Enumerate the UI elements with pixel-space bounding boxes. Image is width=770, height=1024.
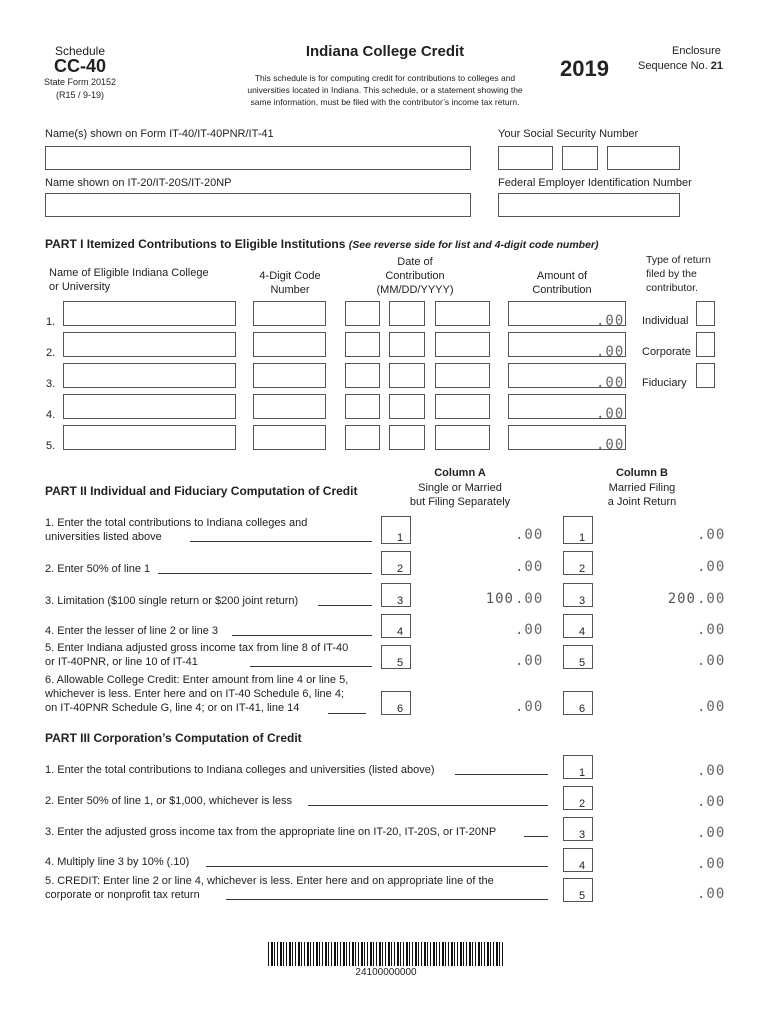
state-form: State Form 20152 (43, 77, 117, 87)
type-checkbox-fiduciary[interactable] (696, 363, 715, 388)
corp-name-label: Name shown on IT-20/IT-20S/IT-20NP (45, 177, 232, 189)
leader-line (455, 774, 548, 775)
colB-amount-input[interactable] (592, 691, 707, 715)
ssn-label: Your Social Security Number (498, 128, 639, 140)
col-code-header: 4-Digit Code Number (259, 270, 321, 296)
row-number: 4. (46, 409, 56, 421)
cents-label: .00 (596, 437, 625, 453)
colB-cents: .00 (697, 699, 726, 715)
code-input[interactable] (253, 332, 326, 357)
cents: .00 (697, 856, 726, 872)
line-text: 1. Enter the total contributions to Indiana colleges and universities listed above (45, 517, 308, 543)
colB-line-number: 5 (579, 657, 586, 669)
type-label-individual: Individual (642, 315, 689, 327)
line-text: 6. Allowable College Credit: Enter amount from line 4 or line 5, whichever is less. Enter here and on IT-40 Schedule 6, line 4; on IT-40PNR Schedule G, line 4; or on IT-41, line 14 (45, 674, 349, 714)
institution-name-input[interactable] (63, 394, 236, 419)
date-yyyy-input[interactable] (435, 363, 490, 388)
line-text: 1. Enter the total contributions to Indiana colleges and universities (listed above) (45, 764, 435, 776)
date-mm-input[interactable] (345, 301, 380, 326)
part1-title-text: PART I Itemized Contributions to Eligible Institutions (45, 237, 346, 251)
colA-cents: .00 (515, 653, 544, 669)
line-number: 3 (579, 829, 586, 841)
row-number: 2. (46, 347, 56, 359)
colB-cents: .00 (697, 622, 726, 638)
colB-amount-input[interactable] (592, 614, 707, 638)
schedule-label: Schedule (54, 44, 106, 58)
cents-label: .00 (596, 375, 625, 391)
type-checkbox-individual[interactable] (696, 301, 715, 326)
cents-label: .00 (596, 406, 625, 422)
line-number: 4 (579, 860, 586, 872)
line-text: 5. CREDIT: Enter line 2 or line 4, whichever is less. Enter here and on appropriate line of the corporate or nonprofit tax return (45, 875, 494, 901)
leader-line (524, 836, 548, 837)
part3-title: PART III Corporation’s Computation of Credit (45, 731, 302, 745)
amount-input[interactable] (592, 848, 707, 872)
line-text: 3. Enter the adjusted gross income tax from the appropriate line on IT-20, IT-20S, or IT-20NP (45, 826, 497, 838)
date-dd-input[interactable] (389, 394, 425, 419)
cents: .00 (697, 763, 726, 779)
colA-line-number: 5 (397, 657, 404, 669)
colB-cents: .00 (697, 527, 726, 543)
colB-limit-value: 200 (667, 591, 696, 607)
sequence-number: 21 (710, 60, 724, 72)
institution-name-input[interactable] (63, 301, 236, 326)
col-type-header: Type of return filed by the contributor. (646, 254, 711, 294)
colB-amount-input[interactable] (592, 516, 707, 544)
date-mm-input[interactable] (345, 394, 380, 419)
colA-line-number: 4 (397, 626, 404, 638)
leader-line (190, 541, 372, 542)
row-number: 1. (46, 316, 56, 328)
date-dd-input[interactable] (389, 332, 425, 357)
col-name-header: Name of Eligible Indiana College or University (49, 267, 209, 293)
date-dd-input[interactable] (389, 301, 425, 326)
colB-line-number: 1 (579, 532, 586, 544)
line-text: 3. Limitation ($100 single return or $200 joint return) (45, 595, 299, 607)
colA-amount-input[interactable] (410, 691, 525, 715)
colA-title: Column A (434, 467, 486, 479)
leader-line (158, 573, 372, 574)
part1-note: (See reverse side for list and 4-digit code number) (348, 239, 599, 251)
cents: .00 (697, 794, 726, 810)
ssn-input-part3[interactable] (607, 146, 680, 170)
revision: (R15 / 9-19) (55, 90, 105, 100)
date-yyyy-input[interactable] (435, 301, 490, 326)
leader-line (226, 899, 548, 900)
colA-amount-input[interactable] (410, 551, 525, 575)
page-title: Indiana College Credit (305, 43, 465, 60)
amount-input[interactable] (592, 786, 707, 810)
colB-amount-input[interactable] (592, 645, 707, 669)
barcode-image (268, 942, 504, 966)
fein-label: Federal Employer Identification Number (498, 177, 692, 189)
leader-line (328, 713, 366, 714)
amount-input[interactable] (592, 817, 707, 841)
col-date-header: Date of Contribution (MM/DD/YYYY) (376, 256, 454, 296)
fein-input[interactable] (498, 193, 680, 217)
colA-amount-input[interactable] (410, 516, 525, 544)
type-label-corporate: Corporate (642, 346, 691, 358)
line-text: 4. Multiply line 3 by 10% (.10) (45, 856, 190, 868)
colA-line-number: 1 (397, 532, 404, 544)
date-yyyy-input[interactable] (435, 425, 490, 450)
colB-subtitle: Married Filing a Joint Return (607, 482, 677, 508)
leader-line (206, 866, 548, 867)
line-text: 2. Enter 50% of line 1 (45, 563, 151, 575)
colB-title: Column B (616, 467, 668, 479)
barcode-number: 24100000000 (355, 967, 417, 978)
cents: .00 (697, 825, 726, 841)
date-yyyy-input[interactable] (435, 394, 490, 419)
date-mm-input[interactable] (345, 363, 380, 388)
cents-label: .00 (596, 313, 625, 329)
cents: .00 (697, 886, 726, 902)
cents-label: .00 (596, 344, 625, 360)
colB-line-number: 4 (579, 626, 586, 638)
sequence-label (638, 60, 723, 72)
code-input[interactable] (253, 301, 326, 326)
leader-line (318, 605, 372, 606)
date-dd-input[interactable] (389, 425, 425, 450)
tax-year: 2019 (560, 56, 609, 81)
institution-name-input[interactable] (63, 363, 236, 388)
ssn-input-part2[interactable] (562, 146, 598, 170)
line-text: 5. Enter Indiana adjusted gross income tax from line 8 of IT-40 or IT-40PNR, or line 10 of IT-41 (45, 642, 349, 668)
date-yyyy-input[interactable] (435, 332, 490, 357)
row-number: 5. (46, 440, 56, 452)
names-label: Name(s) shown on Form IT-40/IT-40PNR/IT-41 (45, 128, 274, 140)
colA-subtitle: Single or Married but Filing Separately (409, 482, 511, 508)
colA-limit-value: 100 (485, 591, 514, 607)
form-description: This schedule is for computing credit for contributions to colleges and universities located in Indiana. This schedule, or a statement showing the same information, must be filed with the contributor’s income tax return. (247, 73, 523, 107)
enclosure-label: Enclosure (672, 45, 721, 57)
colB-amount-input[interactable] (592, 551, 707, 575)
colA-line-number: 3 (397, 595, 404, 607)
colB-line-number: 3 (579, 595, 586, 607)
colA-cents: .00 (515, 699, 544, 715)
colA-cents: .00 (515, 527, 544, 543)
date-mm-input[interactable] (345, 332, 380, 357)
colB-line-number: 2 (579, 563, 586, 575)
date-dd-input[interactable] (389, 363, 425, 388)
date-mm-input[interactable] (345, 425, 380, 450)
line-text: 4. Enter the lesser of line 2 or line 3 (45, 625, 219, 637)
line-number: 5 (579, 890, 586, 902)
names-input[interactable] (45, 146, 471, 170)
colA-line-number: 6 (397, 703, 404, 715)
type-checkbox-corporate[interactable] (696, 332, 715, 357)
colA-amount-input[interactable] (410, 645, 525, 669)
colA-line-number: 2 (397, 563, 404, 575)
colB-line-number: 6 (579, 703, 586, 715)
part1-title (45, 237, 599, 251)
colA-cents: .00 (515, 591, 544, 607)
sequence-text: Sequence No. (638, 60, 708, 72)
leader-line (308, 805, 548, 806)
leader-line (250, 666, 372, 667)
col-amount-header: Amount of Contribution (532, 270, 592, 296)
line-number: 2 (579, 798, 586, 810)
colA-cents: .00 (515, 559, 544, 575)
corp-name-input[interactable] (45, 193, 471, 217)
ssn-input-part1[interactable] (498, 146, 553, 170)
leader-line (232, 635, 372, 636)
colB-cents: .00 (697, 591, 726, 607)
amount-input[interactable] (592, 755, 707, 779)
colA-cents: .00 (515, 622, 544, 638)
institution-name-input[interactable] (63, 425, 236, 450)
form-code: CC-40 (53, 56, 106, 76)
type-label-fiduciary: Fiduciary (642, 377, 687, 389)
colB-cents: .00 (697, 653, 726, 669)
line-number: 1 (579, 767, 586, 779)
amount-input[interactable] (592, 878, 707, 902)
line-text: 2. Enter 50% of line 1, or $1,000, whichever is less (45, 795, 293, 807)
part2-title: PART II Individual and Fiduciary Computation of Credit (45, 484, 358, 498)
code-input[interactable] (253, 363, 326, 388)
code-input[interactable] (253, 425, 326, 450)
colA-amount-input[interactable] (410, 614, 525, 638)
colB-cents: .00 (697, 559, 726, 575)
row-number: 3. (46, 378, 56, 390)
code-input[interactable] (253, 394, 326, 419)
institution-name-input[interactable] (63, 332, 236, 357)
